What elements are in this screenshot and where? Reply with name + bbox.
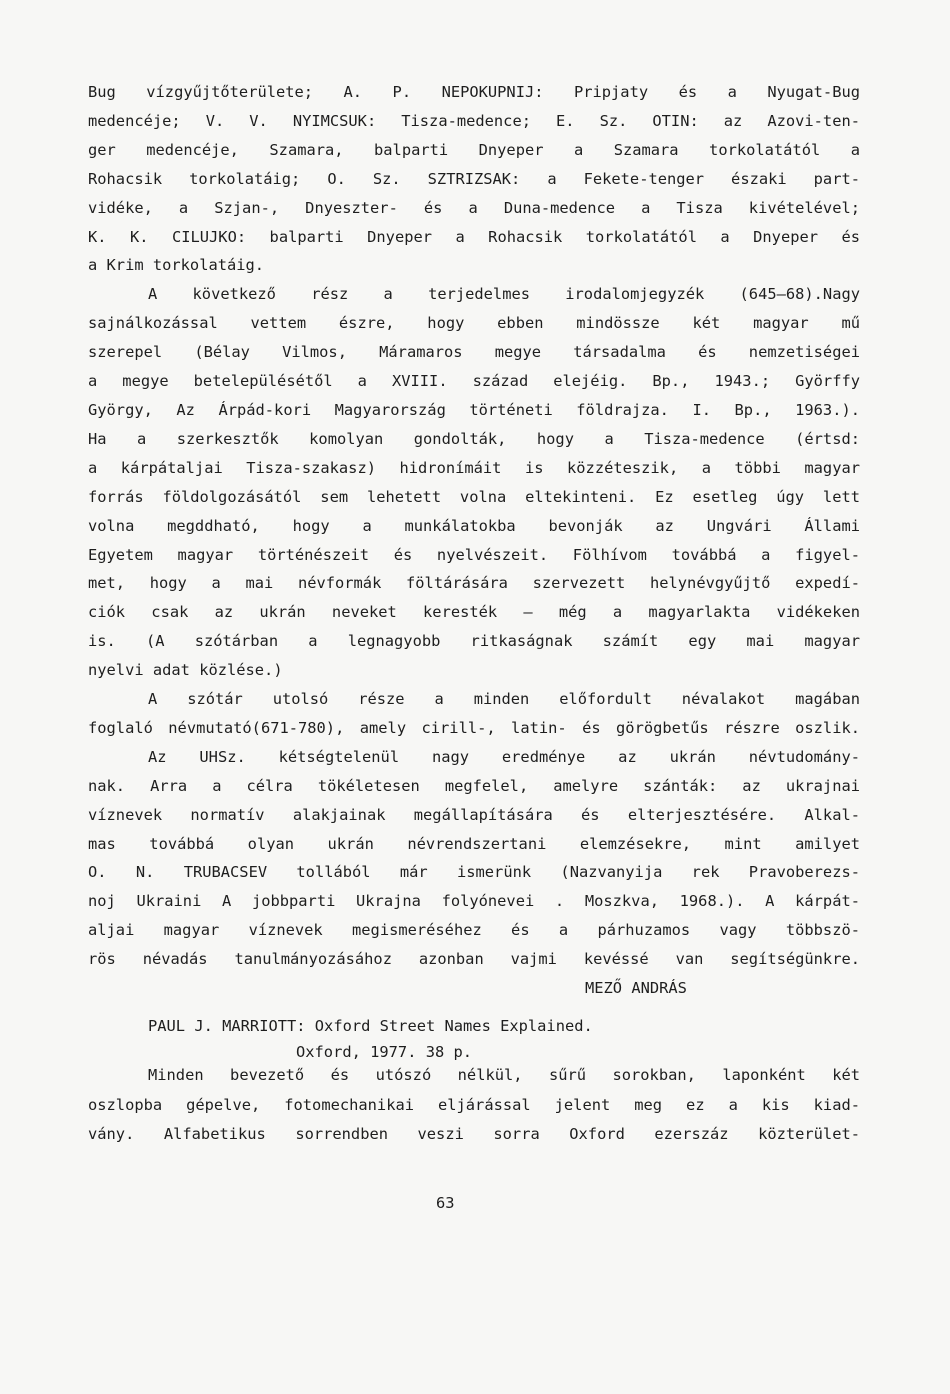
text-line: György, Az Árpád-kori Magyarország történeti földrajza. I. Bp., 1963.).: [88, 400, 860, 419]
text-line: is. (A szótárban a legnagyobb ritkaságnak számít egy mai magyar: [88, 632, 860, 651]
text-line: A szótár utolsó része a minden előfordult névalakot magában: [148, 690, 860, 709]
text-line: met, hogy a mai névformák föltárására szervezett helynévgyűjtő expedí-: [88, 574, 860, 593]
text-line: oszlopba gépelve, fotomechanikai eljárással jelent meg ez a kis kiad-: [88, 1095, 860, 1114]
review-publication: Oxford, 1977. 38 p.: [296, 1043, 473, 1061]
review-header: [148, 1013, 593, 1065]
text-line: sajnálkozással vettem észre, hogy ebben mindössze két magyar mű: [88, 314, 860, 333]
text-line: szerepel (Bélay Vilmos, Máramaros megye társadalma és nemzetiségei: [88, 343, 860, 362]
text-line: foglaló névmutató(671-780), amely cirill-, latin- és görögbetűs részre oszlik.: [88, 718, 860, 737]
text-line: a Krim torkolatáig.: [88, 256, 265, 275]
text-line: mas továbbá olyan ukrán névrendszertani elemzésekre, mint amilyet: [88, 834, 860, 853]
text-line: a megye betelepülésétől a XVIII. század elejéig. Bp., 1943.; Györffy: [88, 372, 860, 391]
text-line: volna megddható, hogy a munkálatokba bevonják az Ungvári Állami: [88, 516, 860, 535]
text-line: K. K. CILUJKO: balparti Dnyeper a Rohacsik torkolatától a Dnyeper és: [88, 227, 860, 246]
text-line: Egyetem magyar történészeit és nyelvészeit. Fölhívom továbbá a figyel-: [88, 545, 860, 564]
page-number: 63: [436, 1194, 455, 1212]
text-line: Az UHSz. kétségtelenül nagy eredménye az ukrán névtudomány-: [148, 747, 860, 766]
text-line: nak. Arra a célra tökéletesen megfelel, amelyre szánták: az ukrajnai: [88, 776, 860, 795]
text-line: vidéke, a Szjan-, Dnyeszter- és a Duna-medence a Tisza kivételével;: [88, 198, 860, 217]
text-line: ger medencéje, Szamara, balparti Dnyeper a Szamara torkolatától a: [88, 140, 860, 159]
review-title: PAUL J. MARRIOTT: Oxford Street Names Explained.: [148, 1017, 593, 1035]
text-line: nyelvi adat közlése.): [88, 661, 283, 680]
text-line: medencéje; V. V. NYIMCSUK: Tisza-medence; E. Sz. OTIN: az Azovi-ten-: [88, 111, 860, 130]
text-line: vány. Alfabetikus sorrendben veszi sorra Oxford ezerszáz közterület-: [88, 1125, 860, 1143]
body-text: [88, 78, 860, 974]
text-line: forrás földolgozásától sem lehetett volna eltekinteni. Ez esetleg úgy lett: [88, 487, 860, 506]
text-line: Minden bevezető és utószó nélkül, sűrű sorokban, laponként két: [148, 1066, 860, 1084]
author-signature: MEZŐ ANDRÁS: [585, 979, 687, 997]
text-line: ciók csak az ukrán neveket keresték — még a magyarlakta vidékeken: [88, 603, 860, 622]
text-line: víznevek normatív alakjainak megállapítására és elterjesztésére. Alkal-: [88, 805, 860, 824]
text-line: A következő rész a terjedelmes irodalomjegyzék (645—68).Nagy: [148, 285, 860, 304]
text-line: Rohacsik torkolatáig; O. Sz. SZTRIZSAK: a Fekete-tenger északi part-: [88, 169, 860, 188]
text-line: a kárpátaljai Tisza-szakasz) hidronímáit is közzéteszik, a többi magyar: [88, 458, 860, 477]
text-line: O. N. TRUBACSEV tollából már ismerünk (Nazvanyija rek Pravoberezs-: [88, 863, 860, 882]
review-body: [88, 1061, 860, 1150]
text-line: Bug vízgyűjtőterülete; A. P. NEPOKUPNIJ: Pripjaty és a Nyugat-Bug: [88, 83, 860, 101]
text-line: aljai magyar víznevek megismeréséhez és a párhuzamos vagy többszö-: [88, 921, 860, 940]
text-line: rös névadás tanulmányozásához azonban vajmi kevéssé van segítségünkre.: [88, 950, 860, 969]
text-line: Ha a szerkesztők komolyan gondolták, hogy a Tisza-medence (értsd:: [88, 429, 860, 448]
text-line: noj Ukraini A jobbparti Ukrajna folyónevei . Moszkva, 1968.). A kárpát-: [88, 892, 860, 911]
